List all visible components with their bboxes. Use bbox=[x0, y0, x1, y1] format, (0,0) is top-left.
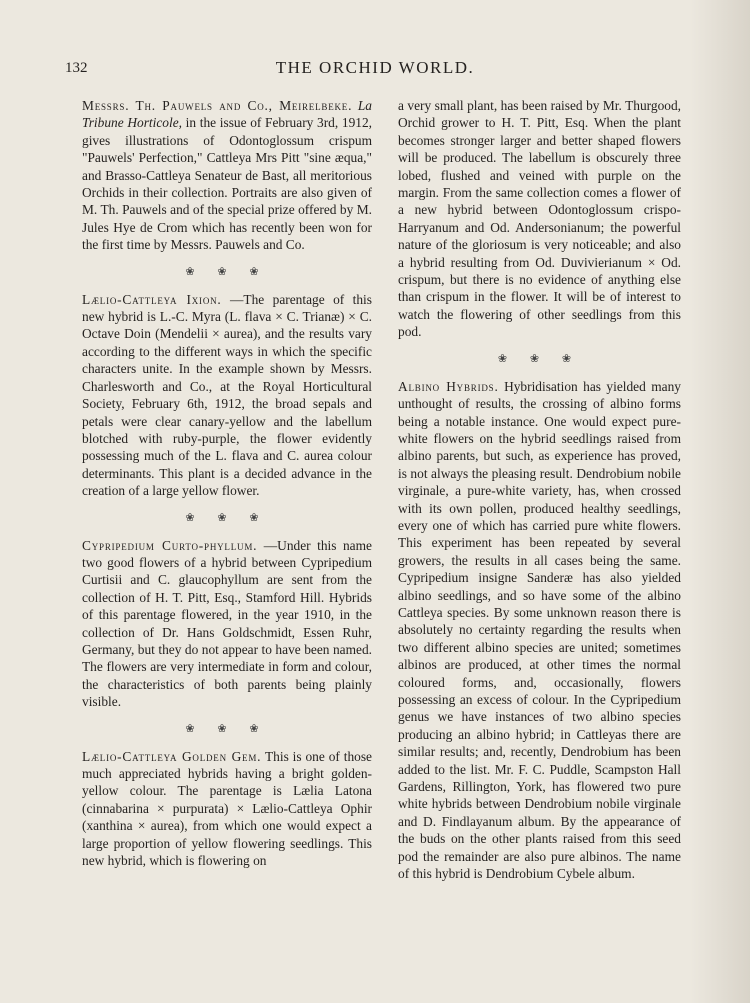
paragraph-pauwels bbox=[82, 97, 372, 254]
running-title: THE ORCHID WORLD. bbox=[275, 58, 475, 77]
paragraph-laelio-cattleya-ixion bbox=[82, 291, 372, 500]
section-ornament: ❀ ❀ ❀ bbox=[185, 511, 269, 524]
paragraph-text: Hybridisation has yielded many unthought of results, the crossing of albino forms being a notable instance. One would expect pure-white flowers on the hybrid seedlings raised from albino parents, but such, as experience has proved, is not always the pleasing result. Dendrobium nobile virginale, a pure-white variety, has, when crossed with its own pollen, produced healthy seedlings, every one of which has carried pure white flowers. This experiment has been repeated by several growers, the results in all cases being the same. Cypripedium insigne Sanderæ has also yielded albino seedlings, and so have some of the albino Cattleya species. By some unknown reason there is absolutely no certainty regarding the results when two different albino species are united; sometimes albinos are produced, at other times the normal coloured forms, and, occasionally, flowers possessing an excess of colour. In the Cypripedium genus we have instances of two albino species producing an albino hybrid; in Cattleyas there are similar results; and, recently, Dendrobium has been added to the list. Mr. F. C. Puddle, Scampston Hall Gardens, Rillington, York, has flowered two pure white hybrids between Dendrobium nobile virginale and D. Findlayanum album. By the appearance of the buds on the other plants raised from this seed pod the remainder are also pure albinos. The name of this hybrid is Dendrobium Cybele album. bbox=[398, 378, 681, 882]
section-ornament: ❀ ❀ ❀ bbox=[185, 722, 269, 735]
paragraph-continuation bbox=[398, 97, 681, 341]
journal-title: La Tribune Horticole, bbox=[82, 98, 372, 131]
paragraph-lead: Lælio-Cattleya Golden Gem. bbox=[82, 748, 262, 764]
paragraph-text: in the issue of February 3rd, 1912, gives illustrations of Odontoglossum crispum "Pauwels' Perfection," Cattleya Mrs Pitt "sine æqua," and Brasso-Cattleya Senateur de Bast, all meritorious Orchids in their collection. Portraits are also given of M. Th. Pauwels and of the special prize offered by M. Jules Hye de Crom which has recently been won for the first time by Messrs. Pauwels and Co. bbox=[82, 115, 372, 253]
paragraph-text: —Under this name two good flowers of a hybrid between Cypripedium Curtisii and C. glaucophyllum are sent from the collection of H. T. Pitt, Esq., Stamford Hill. Hybrids of this parentage flowered, in the year 1910, in the collection of Dr. Hans Goldschmidt, Essen Ruhr, Germany, but they do not appear to have been named. The flowers are very intermediate in form and colour, the characteristics of both parents being plainly visible. bbox=[82, 537, 372, 710]
paragraph-text: This is one of those much appreciated hybrids having a bright golden-yellow colour. The parentage is Lælia Latona (cinnabarina × purpurata) × Lælio-Cattleya Ophir (xanthina × aurea), from which one would expect a large proportion of yellow flowering seedlings. This new hybrid, which is flowering on bbox=[82, 748, 372, 869]
page-edge-shadow bbox=[690, 0, 750, 1003]
section-ornament: ❀ ❀ ❀ bbox=[185, 265, 269, 278]
paragraph-cypripedium-curto-phyllum bbox=[82, 537, 372, 711]
paragraph-lead: Albino Hybrids. bbox=[398, 378, 499, 394]
paragraph-lead: Messrs. Th. Pauwels and Co., Meirelbeke. bbox=[82, 98, 353, 113]
left-column bbox=[82, 97, 372, 869]
paragraph-lead: Lælio-Cattleya Ixion. bbox=[82, 291, 222, 307]
paragraph-lead: Cypripedium Curto-phyllum. bbox=[82, 537, 258, 553]
page-number: 132 bbox=[65, 60, 88, 76]
running-header bbox=[0, 58, 750, 82]
paragraph-golden-gem bbox=[82, 748, 372, 870]
right-column bbox=[398, 97, 681, 882]
section-ornament: ❀ ❀ ❀ bbox=[497, 352, 582, 365]
paragraph-text: a very small plant, has been raised by Mr. Thurgood, Orchid grower to H. T. Pitt, Esq. When the plant becomes stronger larger and better shaped flowers will be produced. The labellum is obscurely three lobed, flushed and veined with purple on the margin. From the same collection comes a flower of a new hybrid between Odontoglossum crispo-Harryanum and Od. Andersonianum; the powerful nature of the gloriosum is very noticeable; and also a hybrid resulting from Od. Duvivierianum × Od. crispum, but there is no evidence of anything else than crispum in the flower. It will be of interest to watch the flowering of other seedlings from this pod. bbox=[398, 98, 681, 340]
paragraph-text: —The parentage of this new hybrid is L.-C. Myra (L. flava × C. Trianæ) × C. Octave Doin (Mendelii × aurea), and the results vary according to the different ways in which the specific characters unite. In the example shown by Messrs. Charlesworth and Co., at the Royal Horticultural Society, February 6th, 1912, the broad sepals and petals were clear canary-yellow and the labellum blotched with ruby-purple, the flower evidently possessing much of the L. flava and C. aurea colour determinants. This plant is a decided advance in the creation of a large yellow flower. bbox=[82, 291, 372, 499]
paragraph-albino-hybrids bbox=[398, 378, 681, 883]
